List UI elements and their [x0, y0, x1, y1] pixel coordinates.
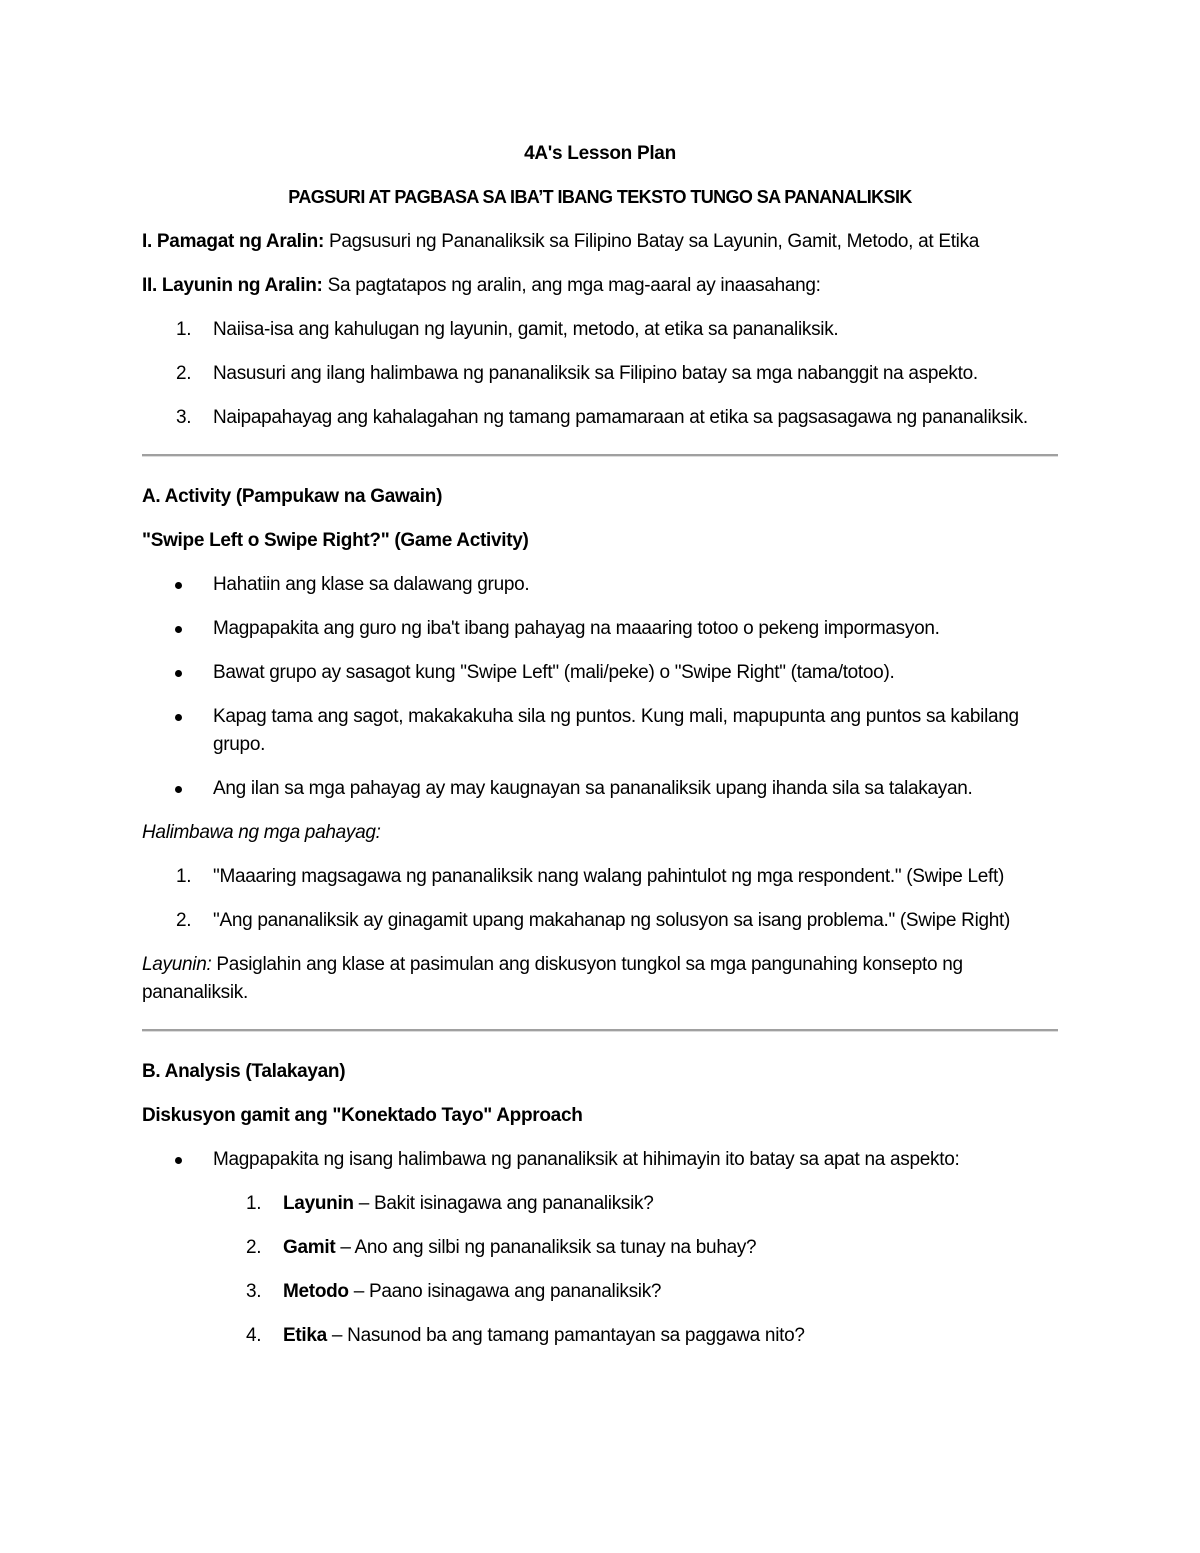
goal-text: Pasiglahin ang klase at pasimulan ang diskusyon tungkol sa mga pangunahing konsepto ng pananaliksik.: [142, 954, 963, 1003]
list-item-text: Nasusuri ang ilang halimbawa ng pananaliksik sa Filipino batay sa mga nabanggit na aspekto.: [213, 363, 978, 384]
horizontal-divider: [142, 1029, 1058, 1032]
list-item: [142, 615, 1058, 643]
page-subtitle: PAGSURI AT PAGBASA SA IBA’T IBANG TEKSTO TUNGO SA PANANALIKSIK: [288, 187, 912, 207]
layunin-label: II. Layunin ng Aralin:: [142, 275, 323, 296]
list-number: 2.: [246, 1237, 262, 1258]
pamagat-ng-aralin: [142, 228, 1058, 256]
aspect-text: – Ano ang silbi ng pananaliksik sa tunay na buhay?: [335, 1237, 757, 1258]
list-number: 4.: [246, 1325, 262, 1346]
list-item: [142, 863, 1058, 891]
list-item: [142, 360, 1058, 388]
aspect-text: – Bakit isinagawa ang pananaliksik?: [353, 1193, 654, 1214]
activity-bullets: [142, 571, 1058, 803]
pamagat-label: I. Pamagat ng Aralin:: [142, 231, 324, 252]
list-item: [142, 1278, 1058, 1306]
list-item: [142, 659, 1058, 687]
list-item: [142, 703, 1058, 759]
list-item-text: Naiisa-isa ang kahulugan ng layunin, gamit, metodo, at etika sa pananaliksik.: [213, 319, 839, 340]
list-number: 3.: [176, 407, 192, 428]
list-item: [142, 1146, 1058, 1174]
bullet-icon: [175, 582, 182, 589]
activity-goal: [142, 951, 1058, 1007]
list-item-text: Bawat grupo ay sasagot kung "Swipe Left" (mali/peke) o "Swipe Right" (tama/totoo).: [213, 662, 895, 683]
examples-label: Halimbawa ng mga pahayag:: [142, 822, 381, 843]
layunin-ng-aralin: [142, 272, 1058, 300]
list-item-text: "Maaaring magsagawa ng pananaliksik nang walang pahintulot ng mga respondent." (Swipe Left): [213, 866, 1005, 887]
bullet-icon: [175, 786, 182, 793]
layunin-list: [142, 316, 1058, 432]
aspect-term: Gamit: [283, 1237, 336, 1258]
list-number: 1.: [176, 319, 192, 340]
bullet-icon: [175, 626, 182, 633]
list-number: 2.: [176, 910, 192, 931]
aspect-text: – Paano isinagawa ang pananaliksik?: [348, 1281, 662, 1302]
pamagat-text: Pagsusuri ng Pananaliksik sa Filipino Batay sa Layunin, Gamit, Metodo, at Etika: [323, 231, 980, 252]
analysis-subheading: Diskusyon gamit ang "Konektado Tayo" Approach: [142, 1105, 583, 1126]
aspect-term: Etika: [283, 1325, 327, 1346]
list-item: [142, 1234, 1058, 1262]
list-item: [142, 1190, 1058, 1218]
list-number: 3.: [246, 1281, 262, 1302]
list-item: [142, 316, 1058, 344]
activity-game-title: "Swipe Left o Swipe Right?" (Game Activity): [142, 530, 529, 551]
bullet-icon: [175, 714, 182, 721]
list-item-text: Ang ilan sa mga pahayag ay may kaugnayan sa pananaliksik upang ihanda sila sa talakayan.: [213, 778, 973, 799]
list-item: [142, 907, 1058, 935]
list-item-text: Kapag tama ang sagot, makakakuha sila ng puntos. Kung mali, mapupunta ang puntos sa kabilang grupo.: [213, 706, 1019, 755]
list-item-text: "Ang pananaliksik ay ginagamit upang makahanap ng solusyon sa isang problema." (Swipe Right): [213, 910, 1011, 931]
list-item-text: Magpapakita ang guro ng iba't ibang pahayag na maaaring totoo o pekeng impormasyon.: [213, 618, 940, 639]
list-item-text: Naipapahayag ang kahalagahan ng tamang pamamaraan at etika sa pagsasagawa ng pananaliksik.: [213, 407, 1028, 428]
activity-heading: A. Activity (Pampukaw na Gawain): [142, 486, 443, 507]
goal-label: Layunin:: [142, 954, 212, 975]
aspect-term: Layunin: [283, 1193, 354, 1214]
list-number: 1.: [176, 866, 192, 887]
list-item: [142, 775, 1058, 803]
list-number: 1.: [246, 1193, 262, 1214]
aspect-text: – Nasunod ba ang tamang pamantayan sa paggawa nito?: [326, 1325, 805, 1346]
list-item-text: Hahatiin ang klase sa dalawang grupo.: [213, 574, 530, 595]
list-item-text: Magpapakita ng isang halimbawa ng pananaliksik at hihimayin ito batay sa apat na aspekto:: [213, 1149, 960, 1170]
analysis-heading: B. Analysis (Talakayan): [142, 1061, 346, 1082]
analysis-bullets: [142, 1146, 1058, 1174]
examples-list: [142, 863, 1058, 935]
bullet-icon: [175, 670, 182, 677]
list-item: [142, 1322, 1058, 1350]
aspect-term: Metodo: [283, 1281, 349, 1302]
aspects-list: [142, 1190, 1058, 1350]
bullet-icon: [175, 1157, 182, 1164]
layunin-text: Sa pagtatapos ng aralin, ang mga mag-aaral ay inaasahang:: [322, 275, 821, 296]
horizontal-divider: [142, 454, 1058, 457]
page-title: 4A's Lesson Plan: [524, 143, 676, 164]
list-item: [142, 404, 1058, 432]
list-number: 2.: [176, 363, 192, 384]
list-item: [142, 571, 1058, 599]
